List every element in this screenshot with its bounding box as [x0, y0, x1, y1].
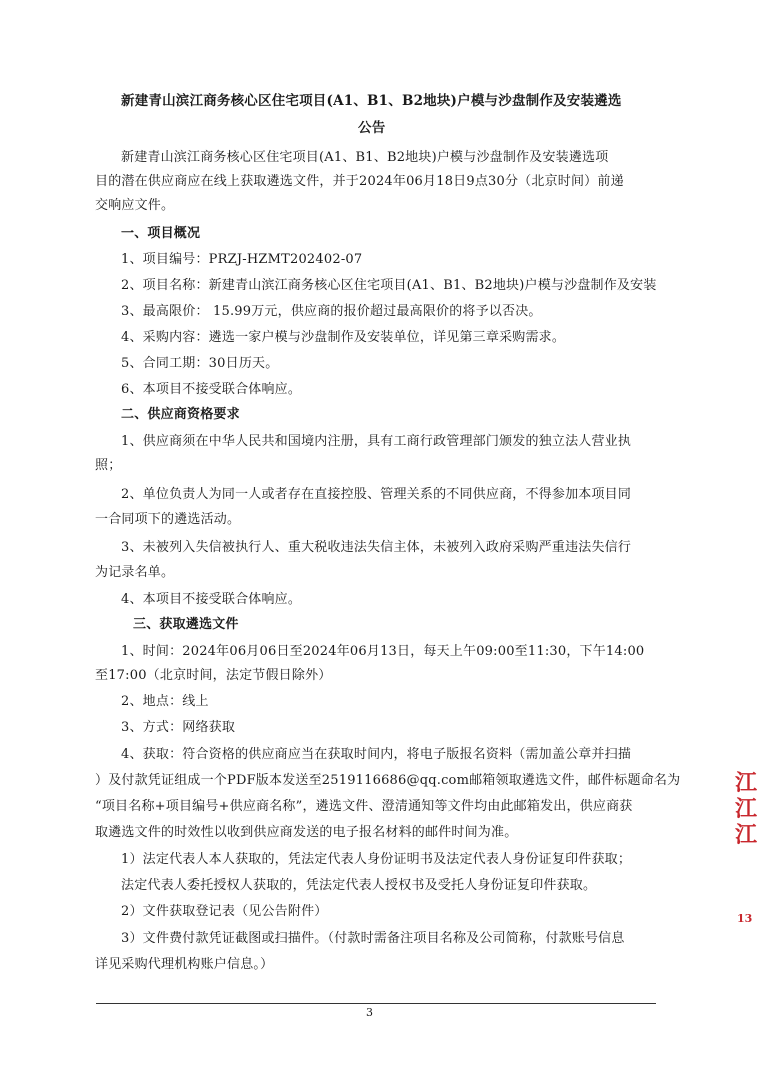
- qualification-3-line2: 为记录名单。: [95, 565, 175, 580]
- sub-item-3-line2: 详见采购代理机构账户信息。）: [95, 957, 274, 972]
- obtain-method: 3、方式：网络获取: [121, 720, 236, 735]
- obtain-process-line2: ）及付款凭证组成一个PDF版本发送至2519116686@qq.com邮箱领取遴选文件，邮件标题命名为: [95, 773, 681, 788]
- qualification-1-line2: 照；: [95, 458, 122, 473]
- section3-heading: 三、获取遴选文件: [133, 617, 239, 632]
- seal-stamp-fragment: 江 江 江: [735, 770, 757, 848]
- section2-heading: 二、供应商资格要求: [121, 407, 240, 422]
- procurement-content: 4、采购内容：遴选一家户模与沙盘制作及安装单位，详见第三章采购需求。: [121, 330, 566, 345]
- qualification-1-line1: 1、供应商须在中华人民共和国境内注册，具有工商行政管理部门颁发的独立法人营业执: [121, 434, 632, 449]
- qualification-2-line1: 2、单位负责人为同一人或者存在直接控股、管理关系的不同供应商，不得参加本项目同: [121, 487, 632, 502]
- document-title-line2: 公告: [358, 120, 386, 136]
- project-name: 2、项目名称：新建青山滨江商务核心区住宅项目(A1、B1、B2地块)户模与沙盘制作及安装: [121, 278, 657, 293]
- section1-heading: 一、项目概况: [121, 226, 201, 241]
- no-consortium: 6、本项目不接受联合体响应。: [121, 382, 302, 397]
- obtain-time-line2: 至17:00（北京时间，法定节假日除外）: [95, 668, 332, 683]
- footer-divider: [96, 1003, 656, 1004]
- intro-line-2: 目的潜在供应商应在线上获取遴选文件，并于2024年06月18日9点30分（北京时间）前递: [95, 174, 624, 189]
- sub-item-1-line2: 法定代表人委托授权人获取的，凭法定代表人授权书及受托人身份证复印件获取。: [121, 878, 597, 893]
- qualification-2-line2: 一合同项下的遴选活动。: [95, 512, 241, 527]
- qualification-3-line1: 3、未被列入失信被执行人、重大税收违法失信主体，未被列入政府采购严重违法失信行: [121, 540, 632, 555]
- contract-period: 5、合同工期：30日历天。: [121, 356, 279, 371]
- document-title: 新建青山滨江商务核心区住宅项目(A1、B1、B2地块)户模与沙盘制作及安装遴选: [121, 93, 622, 109]
- qualification-4: 4、本项目不接受联合体响应。: [121, 592, 302, 607]
- obtain-process-line3: “项目名称+项目编号+供应商名称”，遴选文件、澄清通知等文件均由此邮箱发出，供应商获: [95, 799, 633, 814]
- seal-number-fragment: 13: [737, 912, 753, 925]
- intro-line-1: 新建青山滨江商务核心区住宅项目(A1、B1、B2地块)户模与沙盘制作及安装遴选项: [121, 150, 609, 165]
- obtain-time-line1: 1、时间：2024年06月06日至2024年06月13日，每天上午09:00至11:30，下午14:00: [121, 644, 645, 659]
- sub-item-2: 2）文件获取登记表（见公告附件）: [121, 904, 328, 919]
- obtain-process-line1: 4、获取：符合资格的供应商应当在获取时间内，将电子版报名资料（需加盖公章并扫描: [121, 747, 632, 762]
- obtain-place: 2、地点：线上: [121, 694, 209, 709]
- intro-line-3: 交响应文件。: [95, 198, 175, 213]
- project-number: 1、项目编号：PRZJ-HZMT202402-07: [121, 252, 363, 267]
- obtain-process-line4: 取遴选文件的时效性以收到供应商发送的电子报名材料的邮件时间为准。: [95, 825, 518, 840]
- sub-item-1-line1: 1）法定代表人本人获取的，凭法定代表人身份证明书及法定代表人身份证复印件获取；: [121, 852, 632, 867]
- max-price: 3、最高限价： 15.99万元，供应商的报价超过最高限价的将予以否决。: [121, 304, 542, 319]
- page-number: 3: [366, 1006, 373, 1019]
- sub-item-3-line1: 3）文件费付款凭证截图或扫描件。（付款时需备注项目名称及公司简称，付款账号信息: [121, 931, 625, 946]
